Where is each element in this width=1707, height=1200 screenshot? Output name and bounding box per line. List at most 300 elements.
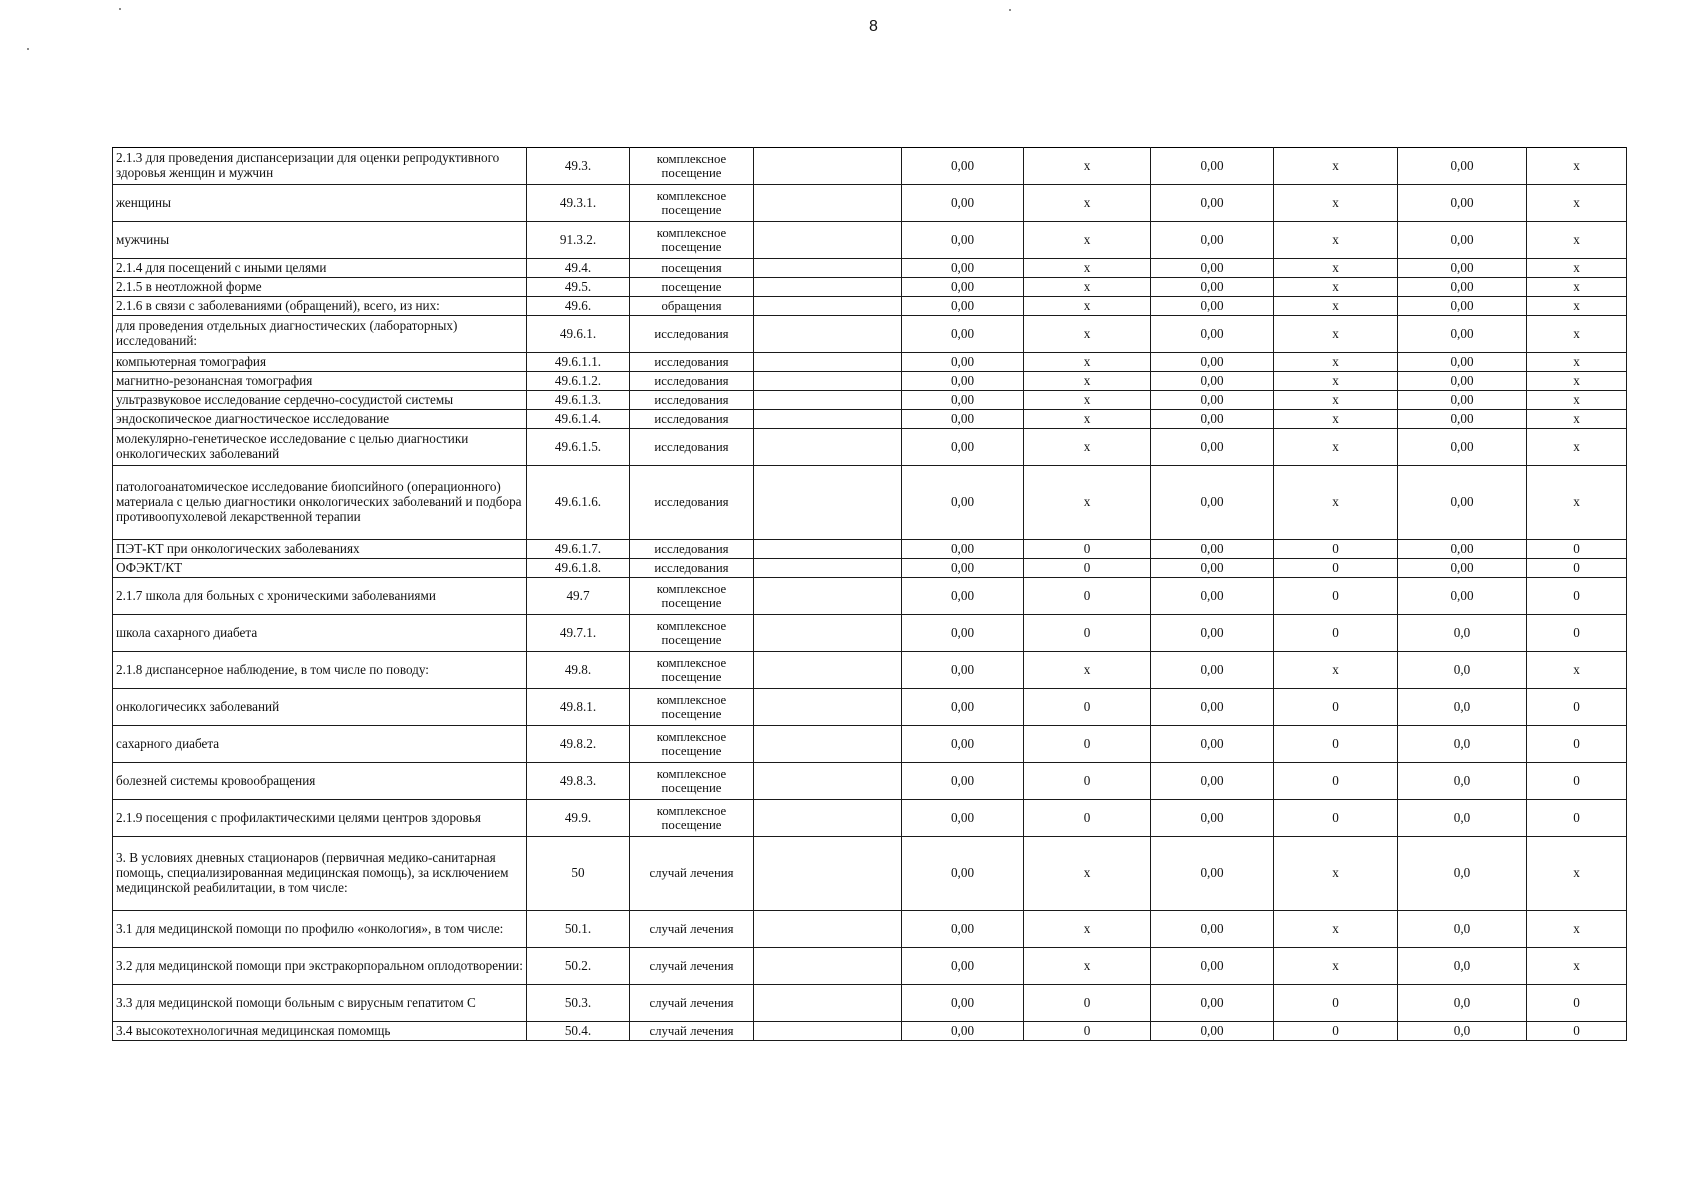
scan-speck [27, 48, 29, 50]
row-code-cell: 49.8. [527, 652, 630, 689]
row-mark-3-cell: х [1527, 837, 1627, 911]
row-mark-3-cell: х [1527, 222, 1627, 259]
row-empty-cell [754, 837, 902, 911]
row-mark-1-cell: 0 [1024, 559, 1151, 578]
row-name-cell: сахарного диабета [113, 726, 527, 763]
row-mark-3-cell: х [1527, 466, 1627, 540]
table-row [113, 353, 1627, 372]
table-row [113, 316, 1627, 353]
table-row [113, 652, 1627, 689]
row-mark-1-cell: х [1024, 222, 1151, 259]
row-value-1-cell: 0,00 [902, 429, 1024, 466]
row-mark-3-cell: х [1527, 429, 1627, 466]
row-code-cell: 50.1. [527, 911, 630, 948]
row-unit-cell: комплексное посещение [630, 185, 754, 222]
row-code-cell: 49.8.2. [527, 726, 630, 763]
row-value-1-cell: 0,00 [902, 911, 1024, 948]
row-code-cell: 49.6.1.2. [527, 372, 630, 391]
row-empty-cell [754, 985, 902, 1022]
row-empty-cell [754, 726, 902, 763]
row-unit-cell: исследования [630, 540, 754, 559]
row-mark-1-cell: х [1024, 652, 1151, 689]
row-mark-1-cell: х [1024, 353, 1151, 372]
row-mark-3-cell: х [1527, 652, 1627, 689]
row-mark-1-cell: х [1024, 948, 1151, 985]
row-value-1-cell: 0,00 [902, 540, 1024, 559]
row-name-cell: 2.1.4 для посещений с иными целями [113, 259, 527, 278]
row-value-2-cell: 0,00 [1151, 911, 1274, 948]
row-mark-2-cell: х [1274, 316, 1398, 353]
row-mark-3-cell: 0 [1527, 540, 1627, 559]
row-mark-2-cell: х [1274, 391, 1398, 410]
row-name-cell: 3.4 высокотехнологичная медицинская помомщь [113, 1022, 527, 1041]
row-mark-2-cell: х [1274, 948, 1398, 985]
row-value-1-cell: 0,00 [902, 316, 1024, 353]
row-value-2-cell: 0,00 [1151, 259, 1274, 278]
row-mark-2-cell: 0 [1274, 726, 1398, 763]
row-unit-cell: посещение [630, 278, 754, 297]
row-mark-2-cell: х [1274, 259, 1398, 278]
row-unit-cell: исследования [630, 316, 754, 353]
row-name-cell: для проведения отдельных диагностических (лабораторных) исследований: [113, 316, 527, 353]
row-code-cell: 49.7.1. [527, 615, 630, 652]
row-empty-cell [754, 689, 902, 726]
row-mark-2-cell: 0 [1274, 615, 1398, 652]
row-unit-cell: комплексное посещение [630, 652, 754, 689]
row-value-1-cell: 0,00 [902, 837, 1024, 911]
row-empty-cell [754, 948, 902, 985]
row-mark-3-cell: 0 [1527, 763, 1627, 800]
row-code-cell: 49.5. [527, 278, 630, 297]
row-value-3-cell: 0,00 [1398, 297, 1527, 316]
row-value-1-cell: 0,00 [902, 948, 1024, 985]
row-value-2-cell: 0,00 [1151, 297, 1274, 316]
row-mark-1-cell: 0 [1024, 540, 1151, 559]
row-unit-cell: комплексное посещение [630, 578, 754, 615]
row-value-3-cell: 0,00 [1398, 578, 1527, 615]
row-code-cell: 49.6.1.3. [527, 391, 630, 410]
row-value-1-cell: 0,00 [902, 985, 1024, 1022]
row-name-cell: 3.1 для медицинской помощи по профилю «онкология», в том числе: [113, 911, 527, 948]
row-mark-3-cell: х [1527, 391, 1627, 410]
row-unit-cell: случай лечения [630, 948, 754, 985]
row-name-cell: 3.2 для медицинской помощи при экстракорпоральном оплодотворении: [113, 948, 527, 985]
row-value-1-cell: 0,00 [902, 578, 1024, 615]
row-name-cell: ПЭТ-КТ при онкологических заболеваниях [113, 540, 527, 559]
row-value-3-cell: 0,00 [1398, 559, 1527, 578]
table-row [113, 800, 1627, 837]
table-row [113, 466, 1627, 540]
table-row [113, 222, 1627, 259]
row-value-2-cell: 0,00 [1151, 316, 1274, 353]
table-row [113, 540, 1627, 559]
row-unit-cell: комплексное посещение [630, 615, 754, 652]
row-value-1-cell: 0,00 [902, 353, 1024, 372]
row-mark-1-cell: х [1024, 372, 1151, 391]
row-mark-2-cell: х [1274, 222, 1398, 259]
row-mark-2-cell: 0 [1274, 559, 1398, 578]
row-mark-1-cell: х [1024, 297, 1151, 316]
row-mark-3-cell: х [1527, 278, 1627, 297]
row-empty-cell [754, 148, 902, 185]
row-mark-2-cell: х [1274, 410, 1398, 429]
row-code-cell: 49.8.3. [527, 763, 630, 800]
row-mark-3-cell: х [1527, 297, 1627, 316]
row-name-cell: магнитно-резонансная томография [113, 372, 527, 391]
table-row [113, 837, 1627, 911]
row-value-2-cell: 0,00 [1151, 689, 1274, 726]
row-value-3-cell: 0,00 [1398, 353, 1527, 372]
row-mark-3-cell: 0 [1527, 615, 1627, 652]
scan-speck [119, 8, 121, 10]
row-unit-cell: случай лечения [630, 985, 754, 1022]
row-mark-2-cell: 0 [1274, 1022, 1398, 1041]
row-value-2-cell: 0,00 [1151, 726, 1274, 763]
row-unit-cell: обращения [630, 297, 754, 316]
row-empty-cell [754, 578, 902, 615]
row-value-2-cell: 0,00 [1151, 410, 1274, 429]
row-name-cell: 3.3 для медицинской помощи больным с вирусным гепатитом С [113, 985, 527, 1022]
row-mark-1-cell: 0 [1024, 763, 1151, 800]
row-code-cell: 49.4. [527, 259, 630, 278]
row-mark-2-cell: 0 [1274, 800, 1398, 837]
row-empty-cell [754, 278, 902, 297]
row-mark-1-cell: 0 [1024, 726, 1151, 763]
row-name-cell: 2.1.3 для проведения диспансеризации для оценки репродуктивного здоровья женщин и мужчин [113, 148, 527, 185]
row-mark-2-cell: х [1274, 148, 1398, 185]
row-unit-cell: комплексное посещение [630, 800, 754, 837]
row-empty-cell [754, 559, 902, 578]
row-empty-cell [754, 763, 902, 800]
row-unit-cell: случай лечения [630, 1022, 754, 1041]
row-value-1-cell: 0,00 [902, 259, 1024, 278]
row-value-2-cell: 0,00 [1151, 1022, 1274, 1041]
row-value-3-cell: 0,0 [1398, 763, 1527, 800]
table-row [113, 689, 1627, 726]
row-name-cell: 3. В условиях дневных стационаров (первичная медико-санитарная помощь, специализированная медицинская помощь), за исключением медицинской реабилитации, в том числе: [113, 837, 527, 911]
row-unit-cell: комплексное посещение [630, 222, 754, 259]
table-row [113, 297, 1627, 316]
row-value-2-cell: 0,00 [1151, 185, 1274, 222]
row-mark-2-cell: х [1274, 185, 1398, 222]
row-empty-cell [754, 316, 902, 353]
table-row [113, 763, 1627, 800]
row-value-3-cell: 0,00 [1398, 278, 1527, 297]
row-value-2-cell: 0,00 [1151, 391, 1274, 410]
row-value-2-cell: 0,00 [1151, 540, 1274, 559]
row-mark-1-cell: 0 [1024, 1022, 1151, 1041]
table-row [113, 185, 1627, 222]
row-value-1-cell: 0,00 [902, 185, 1024, 222]
row-value-3-cell: 0,0 [1398, 837, 1527, 911]
row-name-cell: мужчины [113, 222, 527, 259]
row-value-2-cell: 0,00 [1151, 948, 1274, 985]
table-row [113, 259, 1627, 278]
row-unit-cell: комплексное посещение [630, 726, 754, 763]
row-mark-3-cell: х [1527, 911, 1627, 948]
row-code-cell: 50 [527, 837, 630, 911]
table-row [113, 1022, 1627, 1041]
row-value-2-cell: 0,00 [1151, 578, 1274, 615]
row-code-cell: 49.7 [527, 578, 630, 615]
row-mark-2-cell: х [1274, 278, 1398, 297]
row-value-3-cell: 0,00 [1398, 466, 1527, 540]
row-mark-1-cell: х [1024, 429, 1151, 466]
row-code-cell: 50.2. [527, 948, 630, 985]
row-name-cell: патологоанатомическое исследование биопсийного (операционного) материала с целью диагностики онкологических заболеваний и подбора противоопухолевой лекарственной терапии [113, 466, 527, 540]
row-value-3-cell: 0,0 [1398, 726, 1527, 763]
table-row [113, 911, 1627, 948]
row-value-1-cell: 0,00 [902, 391, 1024, 410]
row-mark-2-cell: х [1274, 353, 1398, 372]
row-empty-cell [754, 911, 902, 948]
row-mark-1-cell: 0 [1024, 689, 1151, 726]
row-value-3-cell: 0,00 [1398, 410, 1527, 429]
row-unit-cell: случай лечения [630, 837, 754, 911]
row-value-2-cell: 0,00 [1151, 652, 1274, 689]
row-value-1-cell: 0,00 [902, 689, 1024, 726]
row-unit-cell: комплексное посещение [630, 763, 754, 800]
row-value-1-cell: 0,00 [902, 466, 1024, 540]
row-name-cell: ультразвуковое исследование сердечно-сосудистой системы [113, 391, 527, 410]
row-value-2-cell: 0,00 [1151, 466, 1274, 540]
table-row [113, 148, 1627, 185]
row-code-cell: 49.8.1. [527, 689, 630, 726]
row-value-1-cell: 0,00 [902, 763, 1024, 800]
row-unit-cell: посещения [630, 259, 754, 278]
row-mark-1-cell: 0 [1024, 985, 1151, 1022]
row-empty-cell [754, 372, 902, 391]
page-number: 8 [869, 18, 878, 35]
row-code-cell: 49.6. [527, 297, 630, 316]
row-name-cell: 2.1.9 посещения с профилактическими целями центров здоровья [113, 800, 527, 837]
row-name-cell: школа сахарного диабета [113, 615, 527, 652]
row-value-3-cell: 0,0 [1398, 985, 1527, 1022]
row-value-1-cell: 0,00 [902, 726, 1024, 763]
row-value-1-cell: 0,00 [902, 148, 1024, 185]
row-code-cell: 49.6.1.4. [527, 410, 630, 429]
row-empty-cell [754, 429, 902, 466]
row-code-cell: 49.6.1.6. [527, 466, 630, 540]
row-mark-3-cell: х [1527, 148, 1627, 185]
row-name-cell: 2.1.5 в неотложной форме [113, 278, 527, 297]
row-mark-1-cell: 0 [1024, 578, 1151, 615]
table-row [113, 410, 1627, 429]
row-name-cell: женщины [113, 185, 527, 222]
table-row [113, 372, 1627, 391]
row-empty-cell [754, 652, 902, 689]
row-value-3-cell: 0,00 [1398, 540, 1527, 559]
row-mark-2-cell: 0 [1274, 763, 1398, 800]
row-value-2-cell: 0,00 [1151, 763, 1274, 800]
row-empty-cell [754, 185, 902, 222]
row-name-cell: онкологичесикх заболеваний [113, 689, 527, 726]
table-row [113, 578, 1627, 615]
row-unit-cell: исследования [630, 410, 754, 429]
row-empty-cell [754, 1022, 902, 1041]
row-empty-cell [754, 391, 902, 410]
row-mark-1-cell: х [1024, 278, 1151, 297]
row-value-3-cell: 0,0 [1398, 948, 1527, 985]
row-value-2-cell: 0,00 [1151, 353, 1274, 372]
row-mark-2-cell: 0 [1274, 689, 1398, 726]
row-value-2-cell: 0,00 [1151, 278, 1274, 297]
row-mark-1-cell: х [1024, 391, 1151, 410]
row-mark-2-cell: 0 [1274, 540, 1398, 559]
row-unit-cell: исследования [630, 559, 754, 578]
row-value-2-cell: 0,00 [1151, 559, 1274, 578]
row-empty-cell [754, 410, 902, 429]
table-row [113, 429, 1627, 466]
table-row [113, 615, 1627, 652]
row-empty-cell [754, 615, 902, 652]
row-mark-2-cell: х [1274, 466, 1398, 540]
row-mark-3-cell: х [1527, 410, 1627, 429]
row-code-cell: 49.6.1.7. [527, 540, 630, 559]
row-mark-2-cell: х [1274, 652, 1398, 689]
row-empty-cell [754, 353, 902, 372]
row-name-cell: 2.1.7 школа для больных с хроническими заболеваниями [113, 578, 527, 615]
row-mark-3-cell: х [1527, 316, 1627, 353]
row-mark-2-cell: х [1274, 837, 1398, 911]
row-unit-cell: комплексное посещение [630, 148, 754, 185]
row-unit-cell: исследования [630, 429, 754, 466]
row-name-cell: ОФЭКТ/КТ [113, 559, 527, 578]
row-unit-cell: исследования [630, 353, 754, 372]
row-name-cell: молекулярно-генетическое исследование с целью диагностики онкологических заболеваний [113, 429, 527, 466]
row-empty-cell [754, 800, 902, 837]
row-mark-3-cell: х [1527, 185, 1627, 222]
row-value-3-cell: 0,00 [1398, 185, 1527, 222]
row-empty-cell [754, 222, 902, 259]
row-value-1-cell: 0,00 [902, 372, 1024, 391]
row-value-2-cell: 0,00 [1151, 222, 1274, 259]
statistics-table [112, 147, 1627, 1041]
row-name-cell: компьютерная томография [113, 353, 527, 372]
row-code-cell: 50.4. [527, 1022, 630, 1041]
row-value-1-cell: 0,00 [902, 800, 1024, 837]
row-value-1-cell: 0,00 [902, 559, 1024, 578]
row-value-3-cell: 0,00 [1398, 429, 1527, 466]
row-mark-3-cell: х [1527, 259, 1627, 278]
row-mark-2-cell: х [1274, 911, 1398, 948]
row-code-cell: 49.6.1.8. [527, 559, 630, 578]
row-value-2-cell: 0,00 [1151, 372, 1274, 391]
row-value-1-cell: 0,00 [902, 297, 1024, 316]
row-mark-1-cell: х [1024, 316, 1151, 353]
row-value-3-cell: 0,00 [1398, 372, 1527, 391]
row-value-3-cell: 0,0 [1398, 615, 1527, 652]
row-empty-cell [754, 259, 902, 278]
row-value-1-cell: 0,00 [902, 222, 1024, 259]
row-mark-2-cell: х [1274, 429, 1398, 466]
row-value-1-cell: 0,00 [902, 652, 1024, 689]
row-empty-cell [754, 297, 902, 316]
row-code-cell: 49.9. [527, 800, 630, 837]
row-name-cell: эндоскопическое диагностическое исследование [113, 410, 527, 429]
row-value-2-cell: 0,00 [1151, 148, 1274, 185]
row-code-cell: 49.6.1. [527, 316, 630, 353]
row-value-3-cell: 0,0 [1398, 652, 1527, 689]
row-mark-1-cell: х [1024, 259, 1151, 278]
row-value-3-cell: 0,00 [1398, 148, 1527, 185]
row-mark-2-cell: 0 [1274, 578, 1398, 615]
row-value-2-cell: 0,00 [1151, 800, 1274, 837]
row-mark-2-cell: 0 [1274, 985, 1398, 1022]
row-unit-cell: исследования [630, 466, 754, 540]
row-mark-3-cell: х [1527, 353, 1627, 372]
row-value-3-cell: 0,0 [1398, 800, 1527, 837]
row-mark-3-cell: 0 [1527, 985, 1627, 1022]
row-unit-cell: случай лечения [630, 911, 754, 948]
row-value-3-cell: 0,00 [1398, 391, 1527, 410]
row-mark-2-cell: х [1274, 372, 1398, 391]
row-name-cell: 2.1.8 диспансерное наблюдение, в том числе по поводу: [113, 652, 527, 689]
table-row [113, 278, 1627, 297]
row-code-cell: 50.3. [527, 985, 630, 1022]
row-value-2-cell: 0,00 [1151, 615, 1274, 652]
row-code-cell: 49.3. [527, 148, 630, 185]
row-code-cell: 91.3.2. [527, 222, 630, 259]
row-mark-3-cell: 0 [1527, 1022, 1627, 1041]
row-value-3-cell: 0,0 [1398, 1022, 1527, 1041]
row-value-1-cell: 0,00 [902, 278, 1024, 297]
row-value-3-cell: 0,00 [1398, 222, 1527, 259]
row-mark-1-cell: 0 [1024, 615, 1151, 652]
row-mark-1-cell: х [1024, 466, 1151, 540]
row-unit-cell: комплексное посещение [630, 689, 754, 726]
table-row [113, 726, 1627, 763]
row-mark-1-cell: х [1024, 837, 1151, 911]
row-mark-3-cell: 0 [1527, 689, 1627, 726]
row-mark-3-cell: 0 [1527, 559, 1627, 578]
row-unit-cell: исследования [630, 372, 754, 391]
row-value-3-cell: 0,00 [1398, 316, 1527, 353]
row-value-2-cell: 0,00 [1151, 429, 1274, 466]
scan-speck [1009, 9, 1011, 11]
row-value-2-cell: 0,00 [1151, 837, 1274, 911]
row-mark-3-cell: 0 [1527, 578, 1627, 615]
table-row [113, 391, 1627, 410]
row-value-1-cell: 0,00 [902, 1022, 1024, 1041]
row-value-3-cell: 0,0 [1398, 689, 1527, 726]
row-empty-cell [754, 466, 902, 540]
row-value-3-cell: 0,0 [1398, 911, 1527, 948]
row-empty-cell [754, 540, 902, 559]
row-name-cell: болезней системы кровообращения [113, 763, 527, 800]
row-mark-1-cell: х [1024, 148, 1151, 185]
row-code-cell: 49.6.1.1. [527, 353, 630, 372]
row-value-1-cell: 0,00 [902, 615, 1024, 652]
row-mark-3-cell: х [1527, 372, 1627, 391]
table-row [113, 559, 1627, 578]
row-code-cell: 49.3.1. [527, 185, 630, 222]
row-mark-3-cell: 0 [1527, 800, 1627, 837]
row-value-2-cell: 0,00 [1151, 985, 1274, 1022]
row-name-cell: 2.1.6 в связи с заболеваниями (обращений), всего, из них: [113, 297, 527, 316]
row-mark-3-cell: 0 [1527, 726, 1627, 763]
table-row [113, 948, 1627, 985]
table-row [113, 985, 1627, 1022]
row-code-cell: 49.6.1.5. [527, 429, 630, 466]
row-mark-1-cell: х [1024, 185, 1151, 222]
row-mark-1-cell: 0 [1024, 800, 1151, 837]
row-mark-2-cell: х [1274, 297, 1398, 316]
row-mark-1-cell: х [1024, 410, 1151, 429]
row-value-1-cell: 0,00 [902, 410, 1024, 429]
row-mark-3-cell: х [1527, 948, 1627, 985]
row-value-3-cell: 0,00 [1398, 259, 1527, 278]
